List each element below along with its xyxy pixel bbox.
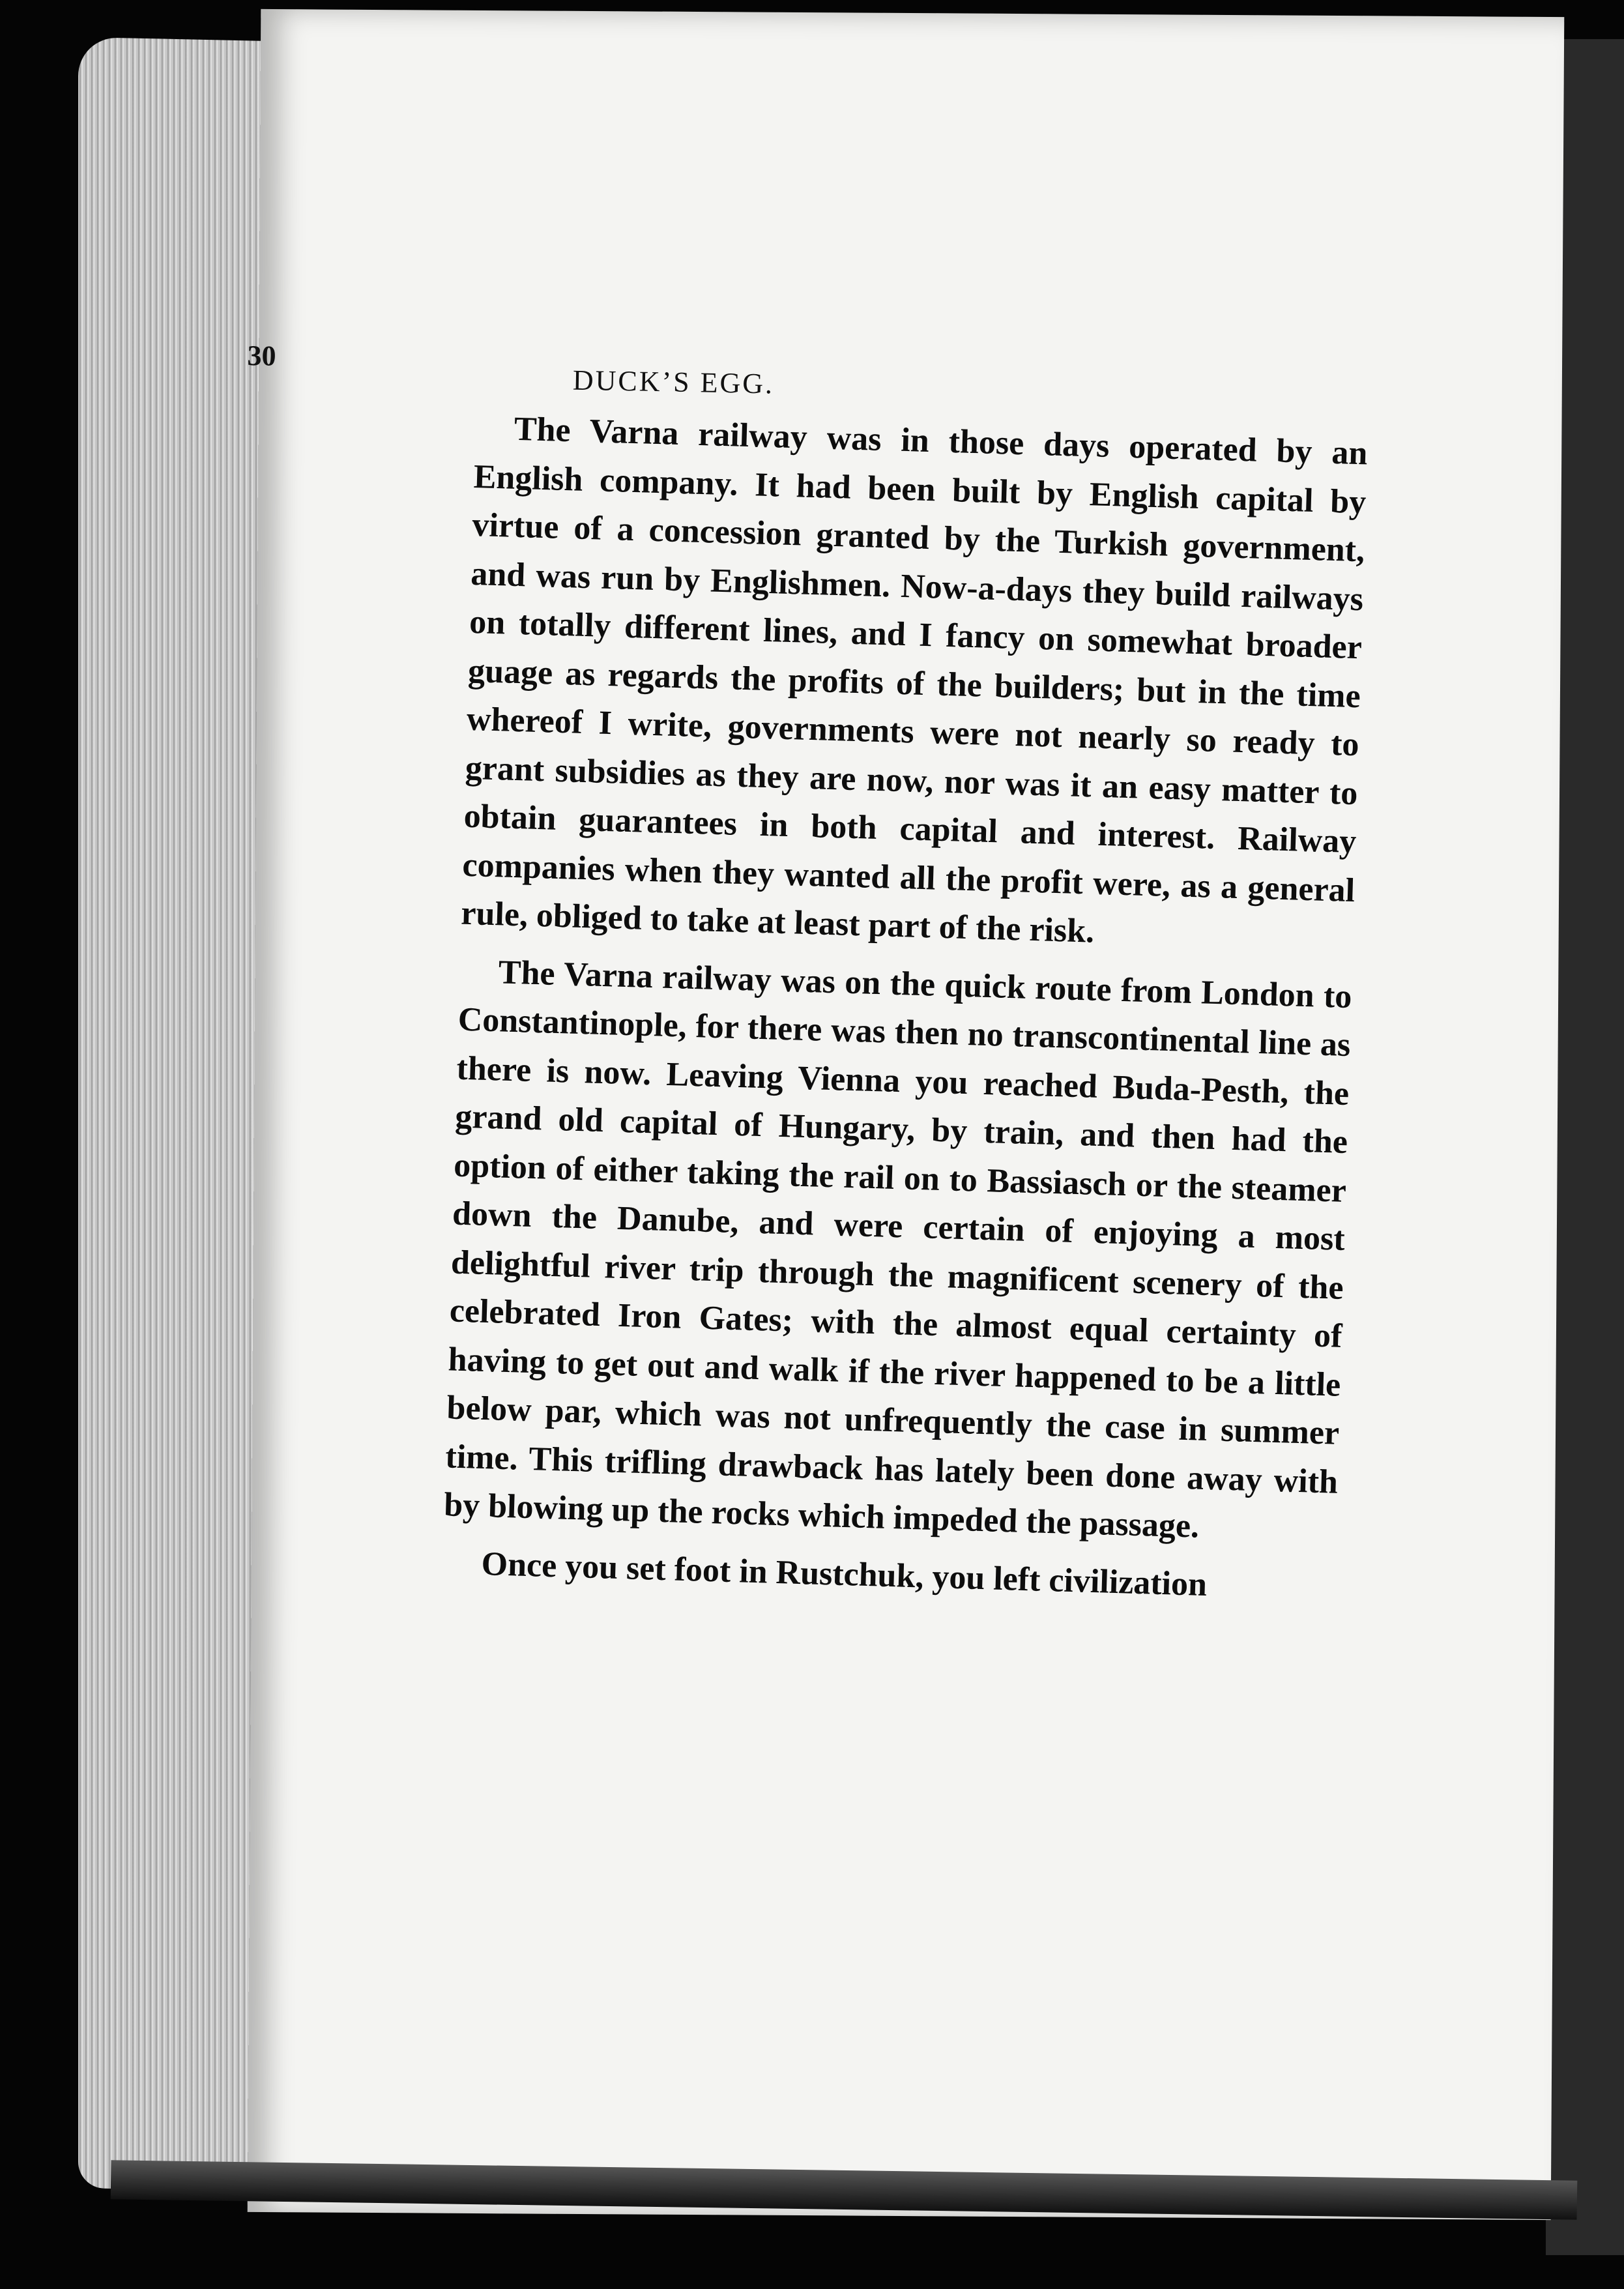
paragraph-2: The Varna railway was on the quick route from London to Constantinople, for there was then no transcontinental line as there is now. Leaving Vienna you reached Buda-Pesth, the grand old capital of Hungary, by train, and then had the option of either taking the rail on to Bassiasch or the steamer down the Danube, and were certain of enjoying a most delightful river trip through the magnificent scenery of the celebrated Iron Gates; with the almost equal certainty of having to get out and walk if the river happened to be a little below par, which was not unfrequently the case in summer time. This trifling drawback has lately been done away with by blowing up the rocks which impeded the passage. (443, 953, 1353, 1545)
page-number: 30 (247, 339, 276, 372)
running-head: DUCK’S EGG. (572, 364, 775, 400)
paragraph-3: Once you set foot in Rustchuk, you left civilization (480, 1545, 1208, 1603)
body-text (442, 404, 1369, 1613)
book-page-edges (78, 37, 274, 2192)
paragraph-1: The Varna railway was in those days operated by an English company. It had been built by English capital by virtue of a concession granted by the Turkish government, and was run by Englishmen. Now-a-days they build railways on totally different lines, and I fancy on somewhat broader guage as regards the profits of the builders; but in the time whereof I write, governments were not nearly so ready to grant subsidies as they are now, nor was it an easy matter to obtain guarantees in both capital and interest. Railway companies when they wanted all the profit were, as a general rule, obliged to take at least part of the risk. (460, 410, 1369, 950)
